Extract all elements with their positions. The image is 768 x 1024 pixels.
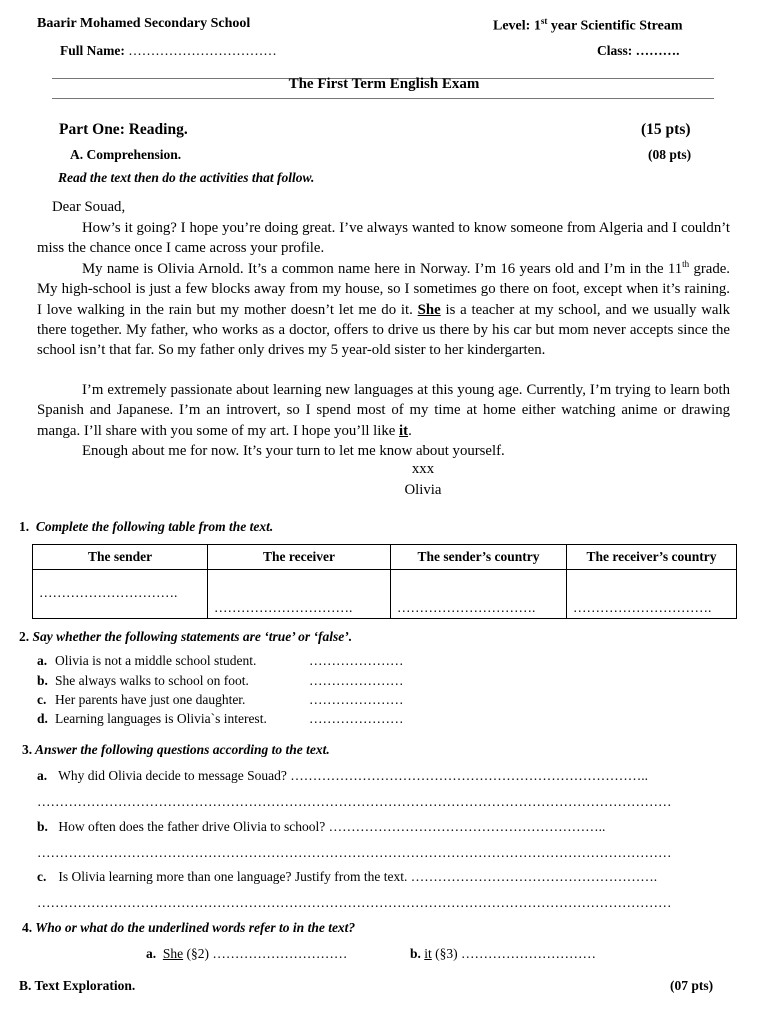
q3-answer-c-line2[interactable]: …………………………………………………………………………………………………………………………… bbox=[37, 895, 672, 910]
q2-item-d: d. Learning languages is Olivia`s interest. ………………… bbox=[37, 711, 404, 726]
letter-paragraph-2: My name is Olivia Arnold. It’s a common name here in Norway. I’m 16 years old and I’m in the 11th grade. My high-school is just a few blocks away from my house, so I sometimes go there on foot, except when it’s raining. I love walking in the rain but my mother doesn’t let me do it. She is a teacher at my school, and we usually walk there together. My father, who works as a doctor, offers to drive us there by his car but mom never accepts since the school isn’t that far. So my father only drives my 5 year-old sister to her kindergarten. bbox=[37, 259, 730, 359]
q1-prompt: 1. Complete the following table from the text. bbox=[19, 519, 274, 534]
q4-prompt: 4. Who or what do the underlined words refer to in the text? bbox=[22, 920, 356, 935]
full-name-field[interactable]: Full Name: …………………………… bbox=[60, 43, 277, 58]
class-field[interactable]: Class: ………. bbox=[597, 43, 680, 58]
q4-item-b[interactable]: b. it (§3) ………………………… bbox=[410, 946, 597, 961]
text-exploration-title: B. Text Exploration. bbox=[19, 978, 136, 993]
letter-closing: xxx bbox=[411, 461, 435, 477]
underlined-she: She bbox=[417, 301, 441, 318]
school-name: Baarir Mohamed Secondary School bbox=[37, 16, 251, 31]
col-sender: The sender bbox=[33, 545, 208, 570]
cell-receiver-country[interactable]: …………………………. bbox=[567, 570, 737, 619]
q2-answer-c[interactable]: ………………… bbox=[309, 692, 404, 707]
q3-answer-a-line2[interactable]: …………………………………………………………………………………………………………………………… bbox=[37, 794, 672, 809]
comprehension-title: A. Comprehension. bbox=[70, 147, 182, 162]
letter-paragraph-1: How’s it going? I hope you’re doing great. I’ve always wanted to know someone from Algeria and I couldn’t miss the chance once I came across your profile. bbox=[37, 220, 730, 257]
exam-title: The First Term English Exam bbox=[288, 76, 480, 92]
header-rule-bottom bbox=[52, 98, 714, 99]
col-sender-country: The sender’s country bbox=[391, 545, 567, 570]
q2-answer-d[interactable]: ………………… bbox=[309, 711, 404, 726]
letter-paragraph-3: I’m extremely passionate about learning new languages at this young age. Currently, I’m trying to learn both Spanish and Japanese. I’m an introvert, so I spend most of my time at home either watching anime or drawing manga. I’ll share with you some of my art. I hope you’ll like it. bbox=[37, 382, 730, 439]
q2-prompt: 2. Say whether the following statements are ‘true’ or ‘false’. bbox=[19, 629, 353, 644]
cell-sender-country[interactable]: …………………………. bbox=[391, 570, 567, 619]
part-one-title: Part One: Reading. bbox=[59, 121, 188, 138]
q3-item-c: c. Is Olivia learning more than one language? Justify from the text. ………………………………………………. bbox=[37, 869, 658, 884]
part-one-points: (15 pts) bbox=[641, 121, 691, 138]
col-receiver: The receiver bbox=[208, 545, 391, 570]
q2-item-b: b. She always walks to school on foot. ………………… bbox=[37, 673, 404, 688]
q2-answer-a[interactable]: ………………… bbox=[309, 653, 404, 668]
letter-paragraph-4: Enough about me for now. It’s your turn to let me know about yourself. bbox=[82, 443, 505, 459]
q2-item-a: a. Olivia is not a middle school student. ………………… bbox=[37, 653, 404, 668]
q3-item-b: b. How often does the father drive Olivia to school? …………………………………………………….. bbox=[37, 819, 606, 834]
letter-signature: Olivia bbox=[404, 482, 442, 498]
text-exploration-points: (07 pts) bbox=[670, 978, 714, 993]
cell-sender[interactable]: …………………………. bbox=[33, 570, 208, 619]
cell-receiver[interactable]: …………………………. bbox=[208, 570, 391, 619]
level-label: Level: 1st year Scientific Stream bbox=[493, 16, 683, 34]
q1-table bbox=[32, 544, 737, 619]
q3-answer-c[interactable]: ………………………………………………. bbox=[410, 869, 658, 884]
q2-item-c: c. Her parents have just one daughter. ………………… bbox=[37, 692, 404, 707]
q3-item-a: a. Why did Olivia decide to message Souad? …………………………………………………………………….. bbox=[37, 768, 648, 783]
reading-instruction: Read the text then do the activities that follow. bbox=[58, 170, 315, 185]
q2-answer-b[interactable]: ………………… bbox=[309, 673, 404, 688]
comprehension-points: (08 pts) bbox=[648, 147, 692, 162]
q3-answer-a[interactable]: …………………………………………………………………….. bbox=[290, 768, 648, 783]
letter-greeting: Dear Souad, bbox=[52, 199, 126, 215]
underlined-it: it bbox=[399, 422, 409, 439]
col-receiver-country: The receiver’s country bbox=[567, 545, 737, 570]
q4-item-a[interactable]: a. She (§2) ………………………… bbox=[146, 946, 348, 961]
q3-answer-b[interactable]: …………………………………………………….. bbox=[328, 819, 606, 834]
q3-answer-b-line2[interactable]: …………………………………………………………………………………………………………………………… bbox=[37, 845, 672, 860]
q3-prompt: 3. Answer the following questions according to the text. bbox=[22, 742, 330, 757]
